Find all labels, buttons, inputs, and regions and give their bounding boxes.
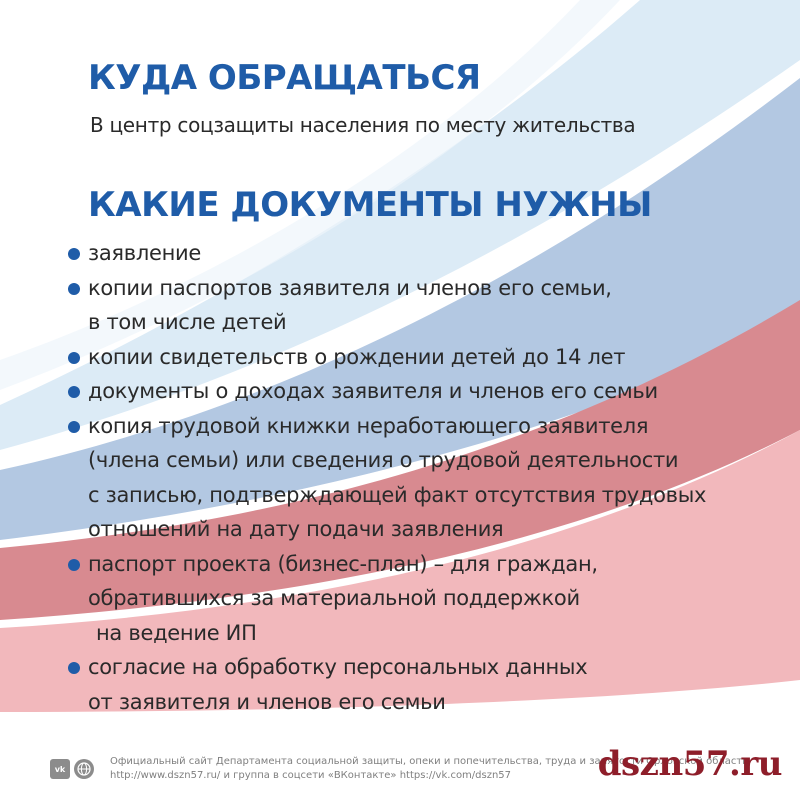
section-subtitle-where: В центр соцзащиты населения по месту жительства: [90, 113, 636, 137]
bullet-icon: [68, 283, 80, 295]
document-item: [66, 650, 786, 719]
document-item: [66, 340, 786, 375]
bullet-icon: [68, 386, 80, 398]
social-icons: [50, 759, 94, 779]
bullet-icon: [68, 662, 80, 674]
document-item-line: документы о доходах заявителя и членов его семьи: [88, 379, 658, 403]
section-title-where: КУДА ОБРАЩАТЬСЯ: [88, 58, 481, 98]
document-item: [66, 409, 786, 547]
document-item-line: согласие на обработку персональных данных: [88, 655, 588, 679]
document-item-line: паспорт проекта (бизнес-план) – для граждан,: [88, 551, 598, 576]
document-item-line: на ведение ИП: [96, 620, 257, 645]
footer-line-2[interactable]: http://www.dszn57.ru/ и группа в соцсети «ВКонтакте» https://vk.com/dszn57: [110, 770, 512, 781]
document-item-line: обратившихся за материальной поддержкой: [88, 586, 580, 610]
vk-icon[interactable]: vk: [50, 759, 70, 779]
document-item-line: отношений на дату подачи заявления: [88, 517, 504, 541]
document-item: [66, 236, 786, 271]
document-item: [66, 271, 786, 340]
document-item-line: копия трудовой книжки неработающего заявителя: [88, 413, 649, 438]
bullet-icon: [68, 352, 80, 364]
globe-glyph: [77, 762, 91, 776]
section-title-documents: КАКИЕ ДОКУМЕНТЫ НУЖНЫ: [88, 185, 652, 225]
bullet-icon: [68, 248, 80, 260]
document-item-line: в том числе детей: [88, 310, 287, 334]
document-item-line: заявление: [88, 241, 201, 265]
globe-icon[interactable]: [74, 759, 94, 779]
footer-line-1: Официальный сайт Департамента социальной защиты, опеки и попечительства, труда и занятости Орловской области: [110, 756, 749, 767]
site-logo[interactable]: dszn57.ru: [597, 744, 782, 784]
document-item: [66, 547, 786, 651]
document-item-line: копии паспортов заявителя и членов его семьи,: [88, 275, 612, 300]
document-item-line: от заявителя и членов его семьи: [88, 689, 446, 714]
bullet-icon: [68, 559, 80, 571]
document-item-line: (члена семьи) или сведения о трудовой деятельности: [88, 448, 679, 472]
document-item-line: копии свидетельств о рождении детей до 14 лет: [88, 344, 626, 369]
bullet-icon: [68, 421, 80, 433]
documents-list: [66, 236, 786, 719]
document-item-line: с записью, подтверждающей факт отсутствия трудовых: [88, 482, 707, 507]
document-item: [66, 374, 786, 409]
